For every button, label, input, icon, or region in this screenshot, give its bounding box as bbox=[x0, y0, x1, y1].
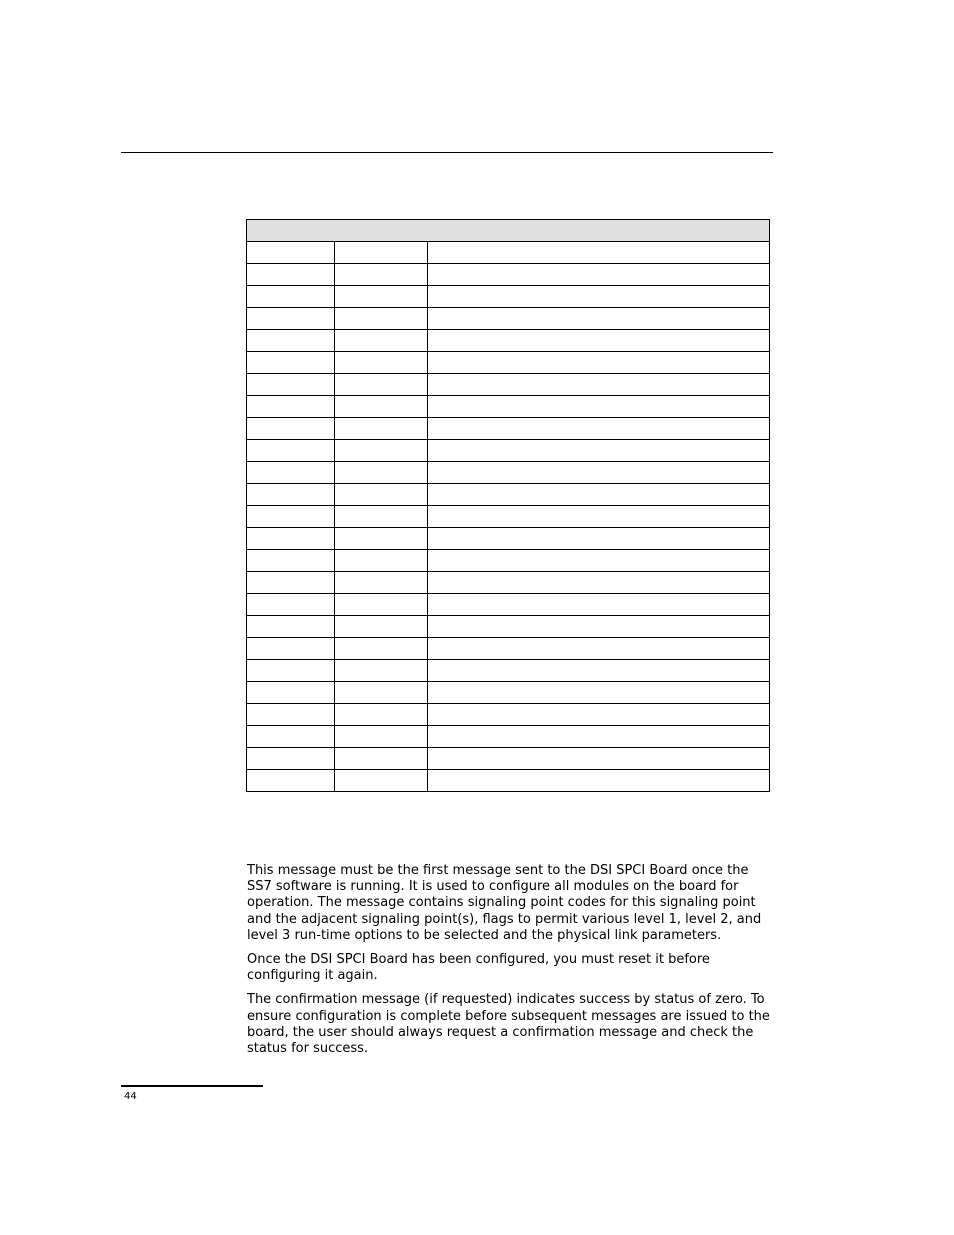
description-paragraph-3: The confirmation message (if requested) indicates success by status of zero. To ensure configuration is complete before subsequent messages are issued to the board, the user should always request a confirmation message and check the status for success. bbox=[247, 992, 770, 1057]
message-description bbox=[247, 863, 777, 1065]
table-cell bbox=[335, 264, 428, 286]
table-cell bbox=[247, 308, 335, 330]
table-cell bbox=[335, 616, 428, 638]
table-row bbox=[247, 704, 770, 726]
table-cell bbox=[247, 748, 335, 770]
table-cell bbox=[335, 550, 428, 572]
table-cell bbox=[335, 572, 428, 594]
table-cell bbox=[335, 352, 428, 374]
table-row bbox=[247, 352, 770, 374]
table-cell bbox=[428, 484, 770, 506]
table-cell bbox=[428, 748, 770, 770]
table-cell bbox=[428, 682, 770, 704]
table-row bbox=[247, 638, 770, 660]
table-cell bbox=[247, 770, 335, 792]
table-cell bbox=[428, 374, 770, 396]
table-cell bbox=[428, 462, 770, 484]
header-rule bbox=[121, 152, 773, 153]
parameter-table bbox=[246, 219, 770, 792]
table-cell bbox=[335, 748, 428, 770]
table-row bbox=[247, 660, 770, 682]
table-cell bbox=[335, 660, 428, 682]
table-row bbox=[247, 484, 770, 506]
table-cell bbox=[335, 440, 428, 462]
table-cell bbox=[428, 638, 770, 660]
table-cell bbox=[247, 572, 335, 594]
table-cell bbox=[428, 242, 770, 264]
table-cell bbox=[335, 286, 428, 308]
table-cell bbox=[247, 242, 335, 264]
table-cell bbox=[428, 330, 770, 352]
table-cell bbox=[335, 330, 428, 352]
table-cell bbox=[428, 396, 770, 418]
table-cell bbox=[335, 396, 428, 418]
table-cell bbox=[335, 374, 428, 396]
table-cell bbox=[335, 682, 428, 704]
table-cell bbox=[247, 660, 335, 682]
table-cell bbox=[247, 440, 335, 462]
table-row bbox=[247, 572, 770, 594]
table-cell bbox=[247, 616, 335, 638]
table-cell bbox=[428, 440, 770, 462]
table-cell bbox=[335, 528, 428, 550]
table-cell bbox=[247, 286, 335, 308]
table-cell bbox=[247, 462, 335, 484]
table-cell bbox=[335, 770, 428, 792]
table-cell bbox=[247, 726, 335, 748]
table-cell bbox=[247, 528, 335, 550]
table-row bbox=[247, 594, 770, 616]
table-cell bbox=[335, 726, 428, 748]
table-cell bbox=[428, 418, 770, 440]
table-cell bbox=[428, 528, 770, 550]
table-row bbox=[247, 418, 770, 440]
table-cell bbox=[247, 484, 335, 506]
table-cell bbox=[335, 704, 428, 726]
table-cell bbox=[428, 308, 770, 330]
table-cell bbox=[247, 264, 335, 286]
description-paragraph-2: Once the DSI SPCI Board has been configured, you must reset it before configuring it again. bbox=[247, 952, 710, 984]
table-cell bbox=[247, 418, 335, 440]
table-cell bbox=[428, 572, 770, 594]
table-header-cell bbox=[247, 220, 770, 242]
footer-rule bbox=[121, 1085, 263, 1087]
description-paragraph-1: This message must be the first message sent to the DSI SPCI Board once the SS7 software is running. It is used to configure all modules on the board for operation. The message contains signaling point codes for this signaling point and the adjacent signaling point(s), flags to permit various level 1, level 2, and level 3 run-time options to be selected and the physical link parameters. bbox=[247, 863, 762, 943]
table-cell bbox=[428, 594, 770, 616]
table-cell bbox=[428, 770, 770, 792]
table-row bbox=[247, 286, 770, 308]
page-number: 44 bbox=[124, 1091, 137, 1102]
table-row bbox=[247, 616, 770, 638]
table-header-row bbox=[247, 220, 770, 242]
table-cell bbox=[247, 682, 335, 704]
table-cell bbox=[247, 594, 335, 616]
table-cell bbox=[428, 264, 770, 286]
table-row bbox=[247, 308, 770, 330]
table-row bbox=[247, 726, 770, 748]
table-row bbox=[247, 374, 770, 396]
table-cell bbox=[335, 484, 428, 506]
table-row bbox=[247, 748, 770, 770]
table-row bbox=[247, 550, 770, 572]
table-row bbox=[247, 770, 770, 792]
table-cell bbox=[247, 550, 335, 572]
table-cell bbox=[428, 726, 770, 748]
table-row bbox=[247, 506, 770, 528]
table-row bbox=[247, 462, 770, 484]
table-cell bbox=[428, 704, 770, 726]
table-cell bbox=[247, 638, 335, 660]
table-cell bbox=[247, 330, 335, 352]
table-cell bbox=[247, 396, 335, 418]
table-cell bbox=[428, 506, 770, 528]
table-cell bbox=[335, 242, 428, 264]
table-row bbox=[247, 396, 770, 418]
table-cell bbox=[428, 286, 770, 308]
table-cell bbox=[247, 506, 335, 528]
table-row bbox=[247, 330, 770, 352]
table-row bbox=[247, 264, 770, 286]
table-cell bbox=[247, 374, 335, 396]
table-row bbox=[247, 528, 770, 550]
table-cell bbox=[335, 462, 428, 484]
table-cell bbox=[428, 550, 770, 572]
table-cell bbox=[428, 616, 770, 638]
table-cell bbox=[335, 638, 428, 660]
table-row bbox=[247, 682, 770, 704]
table-cell bbox=[428, 352, 770, 374]
table-cell bbox=[247, 352, 335, 374]
table-cell bbox=[335, 506, 428, 528]
table-cell bbox=[335, 594, 428, 616]
table-cell bbox=[428, 660, 770, 682]
table-cell bbox=[335, 418, 428, 440]
table-cell bbox=[247, 704, 335, 726]
table-row bbox=[247, 242, 770, 264]
table-row bbox=[247, 440, 770, 462]
table-cell bbox=[335, 308, 428, 330]
